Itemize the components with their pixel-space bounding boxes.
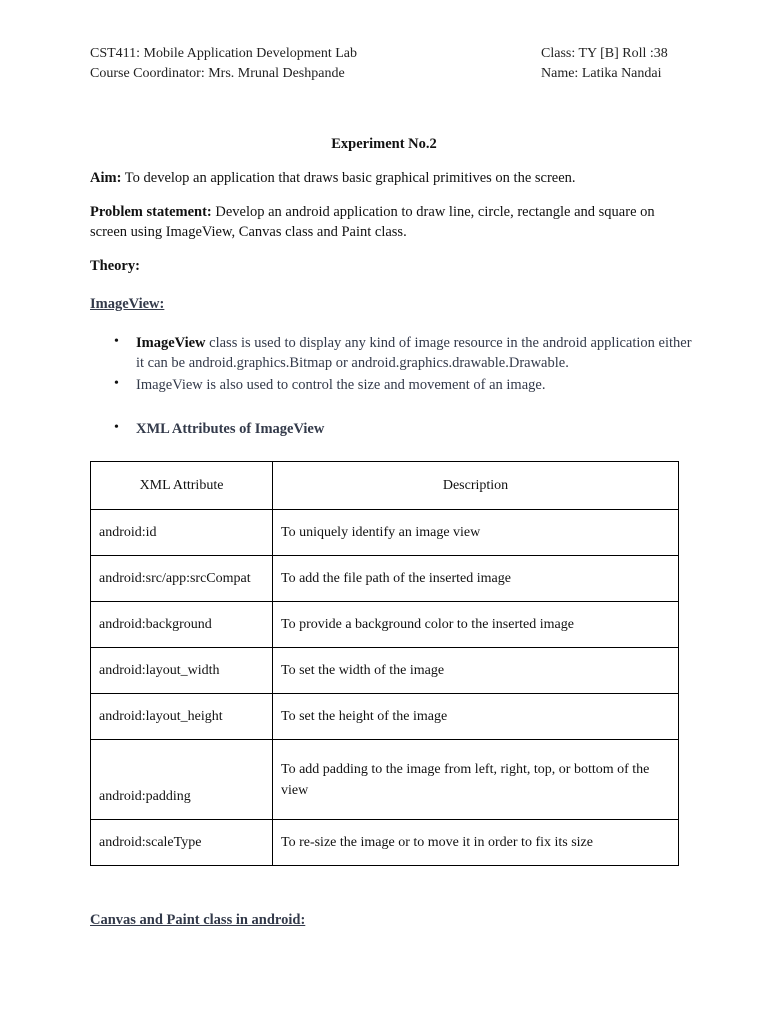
canvas-paint-heading: Canvas and Paint class in android: (90, 912, 306, 928)
problem-text: Develop an android application to draw line, circle, rectangle and square on screen using ImageView, Canvas class and Paint class. (90, 204, 655, 240)
table-row (91, 648, 679, 694)
page-title: Experiment No.2 (331, 136, 437, 152)
student-name: Name: Latika Nandai (541, 66, 662, 81)
table-row (91, 556, 679, 602)
problem-paragraph (90, 202, 690, 242)
bullet-imageview-bold: ImageView (136, 335, 206, 351)
desc-cell: To provide a background color to the inserted image (273, 602, 679, 648)
table-row (91, 820, 679, 866)
course-coordinator: Course Coordinator: Mrs. Mrunal Deshpande (90, 66, 345, 81)
desc-cell: To uniquely identify an image view (273, 510, 679, 556)
attr-cell: android:id (91, 510, 273, 556)
bullet-imageview-description (136, 333, 696, 373)
desc-cell: To add the file path of the inserted image (273, 556, 679, 602)
bullet-imageview-text: class is used to display any kind of image resource in the android application either it can be android.graphics.Bitmap or android.graphics.drawable.Drawable. (136, 335, 692, 371)
aim-label: Aim: (90, 170, 122, 186)
xml-attributes-table (90, 461, 679, 866)
desc-cell: To add padding to the image from left, right, top, or bottom of the view (273, 740, 679, 820)
imageview-heading: ImageView: (90, 296, 165, 312)
problem-label: Problem statement: (90, 204, 212, 220)
class-roll: Class: TY [B] Roll :38 (541, 46, 668, 61)
table-row (91, 602, 679, 648)
aim-paragraph (90, 168, 690, 188)
bullet-size-movement: ImageView is also used to control the size and movement of an image. (136, 377, 546, 393)
bullet-dot: • (114, 420, 119, 435)
theory-heading: Theory: (90, 258, 140, 274)
header-xml-attribute: XML Attribute (91, 462, 273, 510)
attr-cell: android:src/app:srcCompat (91, 556, 273, 602)
attr-cell: android:layout_height (91, 694, 273, 740)
attr-cell: android:background (91, 602, 273, 648)
table-row (91, 694, 679, 740)
desc-cell: To re-size the image or to move it in order to fix its size (273, 820, 679, 866)
table-header-row (91, 462, 679, 510)
course-title: CST411: Mobile Application Development Lab (90, 46, 357, 61)
bullet-dot: • (114, 376, 119, 391)
desc-cell: To set the width of the image (273, 648, 679, 694)
attr-cell: android:padding (91, 740, 273, 820)
bullet-xml-attributes: XML Attributes of ImageView (136, 421, 325, 437)
table-row (91, 740, 679, 820)
aim-text: To develop an application that draws basic graphical primitives on the screen. (121, 170, 576, 186)
attr-cell: android:layout_width (91, 648, 273, 694)
table-row (91, 510, 679, 556)
desc-cell: To set the height of the image (273, 694, 679, 740)
bullet-dot: • (114, 334, 119, 349)
attr-cell: android:scaleType (91, 820, 273, 866)
header-description: Description (273, 462, 679, 510)
